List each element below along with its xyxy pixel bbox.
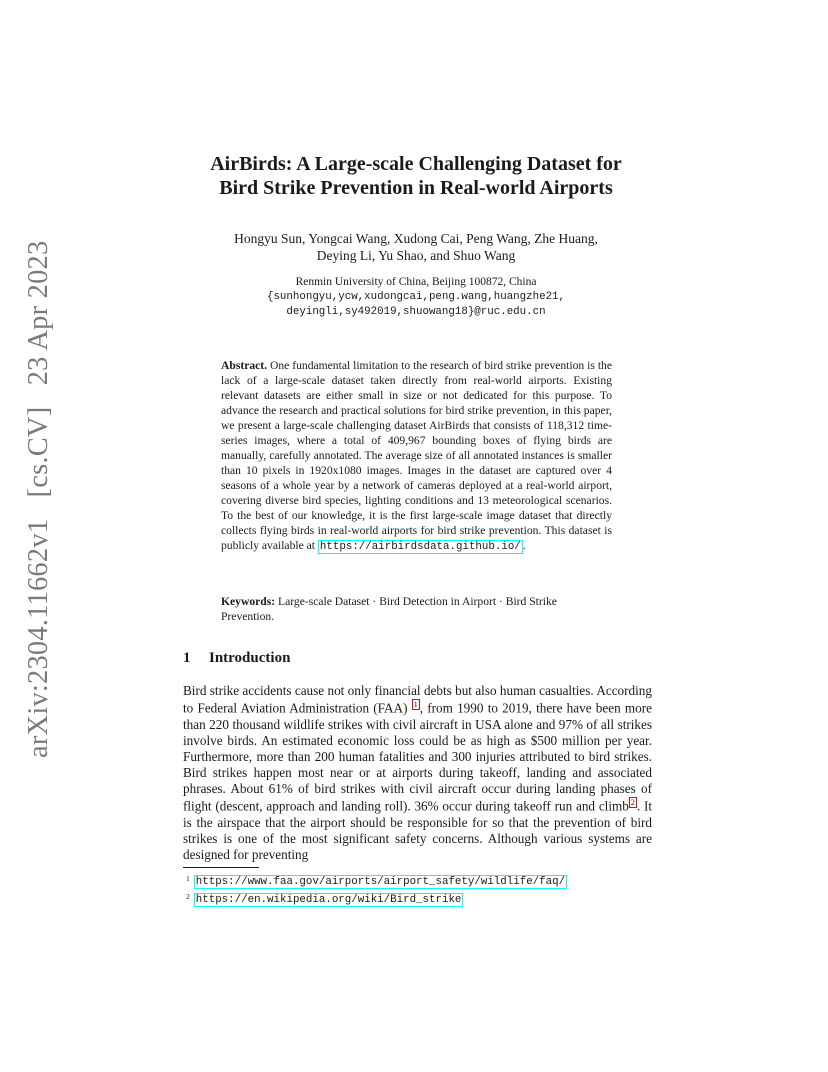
institution: Renmin University of China, Beijing 100872, China (295, 276, 537, 288)
footnote-1 (186, 871, 567, 889)
abstract-end: . (522, 539, 526, 552)
footnote-rule (183, 867, 259, 868)
keywords-text: Large-scale Dataset · Bird Detection in Airport · Bird Strike Prevention. (221, 595, 557, 623)
affiliation (150, 275, 682, 320)
authors-line-1: Hongyu Sun, Yongcai Wang, Xudong Cai, Peng Wang, Zhe Huang, (234, 231, 598, 246)
section-heading (183, 650, 290, 667)
intro-text-1: Bird strike accidents cause not only financial debts but also human casualties. According to Federal Aviation Administration (FAA) (183, 683, 652, 716)
abstract-text: One fundamental limitation to the research of bird strike prevention is the lack of a large-scale dataset taken directly from real-world airports. Existing relevant datasets are either small in size or not dedicated for this purpose. To advance the research and practical solutions for bird strike prevention, in this paper, we present a large-scale challenging dataset AirBirds that consists of 118,312 time-series images, where a total of 409,967 bounding boxes of flying birds are manually, carefully annotated. The average size of all annotated instances is smaller than 10 pixels in 1920x1080 images. Images in the dataset are captured over 4 seasons of a whole year by a network of cameras deployed at a real-world airport, covering diverse bird species, lighting conditions and 13 meteorological scenarios. To the best of our knowledge, it is the first large-scale image dataset that directly collects flying birds in real-world airports for bird strike prevention. This dataset is publicly available at (221, 359, 612, 552)
title-line-1: AirBirds: A Large-scale Challenging Dataset for (210, 153, 622, 175)
arxiv-date: 23 Apr 2023 (23, 240, 54, 386)
intro-paragraph (183, 683, 652, 863)
footnote-mark-1: 1 (186, 874, 190, 883)
paper-title (150, 152, 682, 200)
emails-line-1: {sunhongyu,ycw,xudongcai,peng.wang,huangzhe21, (266, 291, 566, 303)
intro-text-3: . It is the airspace that the airport should be responsible for so that the prevention of bird strikes is one of the most significant safety concerns. Although various systems are designed for preventing (183, 798, 653, 862)
emails-line-2: deyingli,sy492019,shuowang18}@ruc.edu.cn (286, 306, 546, 318)
footnote-link-2[interactable]: https://en.wikipedia.org/wiki/Bird_strike (195, 894, 462, 906)
keywords-label: Keywords: (221, 595, 276, 608)
footnote-2 (186, 889, 567, 907)
footnote-mark-2: 2 (186, 892, 190, 901)
section-title: Introduction (209, 650, 291, 666)
keywords (221, 594, 612, 624)
title-line-2: Bird Strike Prevention in Real-world Airports (219, 177, 613, 199)
intro-text-2: , from 1990 to 2019, there have been more than 220 thousand wildlife strikes with civil aircraft in USA alone and 97% of all strikes involve birds. An estimated economic loss could be as high as $500 million per year. Furthermore, more than 200 human fatalities and 300 injuries attributed to bird strikes. Bird strikes happen most near or at airports during takeoff, landing and associated phrases. About 61% of bird strikes with civil aircraft occur during landing phases of flight (descent, approach and landing roll). 36% occur during takeoff run and climb (183, 700, 652, 814)
footnotes (186, 871, 567, 907)
footnote-link-1[interactable]: https://www.faa.gov/airports/airport_safety/wildlife/faq/ (195, 876, 566, 888)
section-number: 1 (183, 650, 191, 666)
dataset-link[interactable]: https://airbirdsdata.github.io/ (319, 541, 521, 553)
arxiv-stamp (23, 227, 55, 758)
footnote-ref-2[interactable]: 2 (630, 798, 635, 808)
abstract (221, 358, 612, 554)
arxiv-id: arXiv:2304.11662v1 (23, 518, 54, 758)
author-list (150, 230, 682, 264)
abstract-label: Abstract. (221, 359, 268, 372)
footnote-ref-1[interactable]: 1 (413, 700, 418, 710)
authors-line-2: Deying Li, Yu Shao, and Shuo Wang (316, 248, 516, 263)
arxiv-category: [cs.CV] (23, 406, 54, 498)
